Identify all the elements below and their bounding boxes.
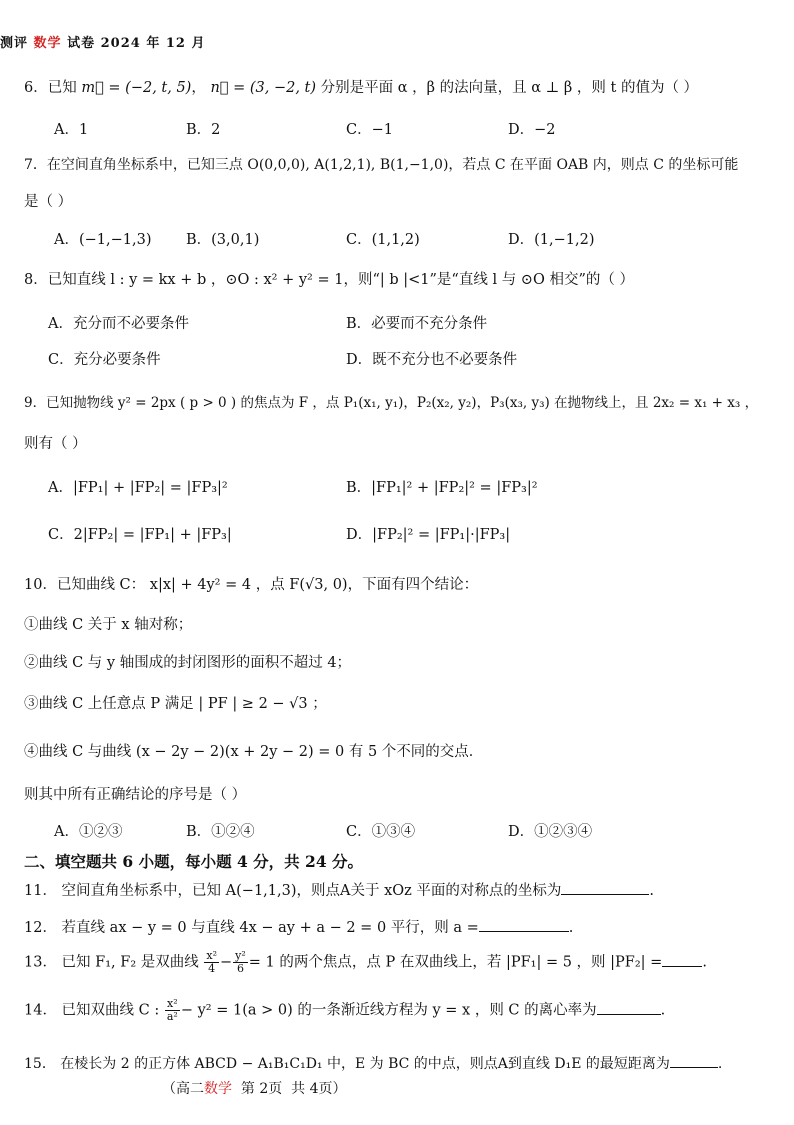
- header-subject: 数学: [33, 36, 62, 51]
- q6-separator: ，: [191, 80, 206, 96]
- q10-statement-2: ②曲线 C 与 y 轴围成的封闭图形的面积不超过 4；: [24, 655, 352, 671]
- q15-text: 15． 在棱长为 2 的正方体 ABCD − A₁B₁C₁D₁ 中，E 为 BC 的中点，则点A到直线 D₁E 的最短距离为: [24, 1056, 670, 1072]
- section-2-heading: 二、填空题共 6 小题，每小题 4 分，共 24 分。: [24, 852, 364, 871]
- header-suffix: 试卷: [67, 36, 96, 51]
- q10-ask: 则其中所有正确结论的序号是（ ）: [24, 787, 247, 803]
- q9-option-b: B．|FP₁|² + |FP₂|² = |FP₃|²: [346, 480, 538, 496]
- q7-option-c: C．(1,1,2): [346, 232, 420, 248]
- q9-option-c: C．2|FP₂| = |FP₁| + |FP₃|: [48, 527, 232, 543]
- q9-option-d: D．|FP₂|² = |FP₁|·|FP₃|: [346, 527, 511, 543]
- q15-answer-blank[interactable]: [670, 1053, 718, 1068]
- q10-option-d: D．①②③④: [508, 824, 593, 840]
- q8-option-d: D．既不充分也不必要条件: [346, 352, 518, 368]
- q10-option-c: C．①③④: [346, 824, 416, 840]
- q13-end: .: [702, 954, 707, 971]
- q14-answer-blank[interactable]: [597, 1000, 661, 1015]
- question-13: [24, 950, 707, 975]
- q10-statement-1: ①曲线 C 关于 x 轴对称；: [24, 617, 193, 633]
- q6-option-c: C．−1: [346, 122, 393, 138]
- page-footer: [0, 1078, 794, 1098]
- q12-answer-blank[interactable]: [479, 917, 569, 932]
- q6-number: 6．: [24, 80, 48, 96]
- q11-text: 11． 空间直角坐标系中，已知 A(−1,1,3)，则点A关于 xOz 平面的对称点的坐标为: [24, 883, 562, 899]
- q13-den1: 4: [208, 962, 216, 975]
- q13-den2: 6: [236, 962, 244, 975]
- question-7-line1: 7．在空间直角坐标系中，已知三点 O(0,0,0), A(1,2,1), B(1,−1,0)，若点 C 在平面 OAB 内，则点 C 的坐标可能: [24, 157, 739, 173]
- q13-post: = 1 的两个焦点，点 P 在双曲线上，若 |PF₁| = 5 ，则 |PF₂| =: [248, 954, 663, 971]
- q10-statement-4: ④曲线 C 与曲线 (x − 2y − 2)(x + 2y − 2) = 0 有 5 个不同的交点．: [24, 744, 484, 760]
- question-14: [24, 998, 665, 1023]
- q10-option-b: B．①②④: [186, 824, 255, 840]
- header-prefix: 测评: [0, 36, 29, 51]
- page-header: [0, 32, 206, 51]
- question-9-line2: 则有（ ）: [24, 436, 87, 452]
- q12-text: 12． 若直线 ax − y = 0 与直线 4x − ay + a − 2 = 0 平行，则 a =: [24, 920, 479, 936]
- q7-option-b: B．(3,0,1): [186, 232, 260, 248]
- q13-num2: y²: [235, 949, 246, 962]
- q15-end: .: [717, 1056, 723, 1072]
- question-7-line2: 是（ ）: [24, 194, 73, 210]
- question-15: [24, 1053, 722, 1073]
- q11-end: .: [649, 883, 654, 899]
- header-date: 2024 年 12 月: [100, 36, 206, 51]
- q14-den: a²: [166, 1010, 178, 1023]
- question-12: [24, 916, 573, 937]
- q10-option-a: A．①②③: [54, 824, 123, 840]
- q8-option-b: B．必要而不充分条件: [346, 316, 488, 332]
- footer-page: 第 2页: [240, 1081, 283, 1097]
- q6-text-b: 分别是平面 α ，β 的法向量，且 α ⊥ β ，则 t 的值为（ ）: [320, 80, 699, 96]
- question-6: [24, 76, 698, 97]
- q13-minus: −: [219, 954, 233, 971]
- q13-num1: x²: [206, 949, 217, 962]
- q7-option-d: D．(1,−1,2): [508, 232, 595, 248]
- q10-statement-3: ③曲线 C 上任意点 P 满足 | PF | ≥ 2 − √3 ；: [24, 696, 327, 712]
- question-11: [24, 879, 654, 900]
- q14-fraction: [165, 998, 180, 1023]
- q6-m-vector: m⃗ = (−2, t, 5): [81, 80, 192, 96]
- q14-end: .: [660, 1002, 666, 1019]
- q14-post: − y² = 1(a > 0) 的一条渐近线方程为 y = x ，则 C 的离心率为: [180, 1002, 597, 1019]
- footer-total: 共 4页）: [291, 1081, 347, 1097]
- q13-pre: 13． 已知 F₁, F₂ 是双曲线: [24, 954, 199, 971]
- q14-num: x²: [165, 998, 180, 1011]
- question-10-stem: 10．已知曲线 C： x|x| + 4y² = 4 ，点 F(√3, 0)，下面有四个结论：: [24, 577, 479, 593]
- q12-end: .: [568, 920, 574, 936]
- q13-fraction-1: [204, 950, 219, 975]
- q6-option-d: D．−2: [508, 122, 556, 138]
- q6-n-vector: n⃗ = (3, −2, t): [210, 80, 317, 96]
- question-9-line1: 9．已知抛物线 y² = 2px ( p > 0 ) 的焦点为 F ，点 P₁(x₁, y₁)，P₂(x₂, y₂)，P₃(x₃, y₃) 在抛物线上，且 2x₂ = x₁ + x₃ ，: [24, 395, 759, 411]
- q6-text-a: 已知: [47, 80, 77, 96]
- q6-option-b: B．2: [186, 122, 221, 138]
- q7-option-a: A．(−1,−1,3): [54, 232, 152, 248]
- q13-answer-blank[interactable]: [662, 952, 702, 967]
- q8-option-a: A．充分而不必要条件: [48, 316, 189, 332]
- q9-option-a: A．|FP₁| + |FP₂| = |FP₃|²: [48, 480, 228, 496]
- footer-open: （高二: [162, 1081, 204, 1097]
- q11-answer-blank[interactable]: [561, 880, 649, 895]
- q8-option-c: C．充分必要条件: [48, 352, 161, 368]
- q6-option-a: A．1: [54, 122, 89, 138]
- q14-pre: 14． 已知双曲线 C :: [24, 1002, 160, 1019]
- q13-fraction-2: [233, 950, 248, 975]
- footer-subject: 数学: [204, 1081, 232, 1097]
- question-8: 8．已知直线 l : y = kx + b ，⊙O : x² + y² = 1，则“| b |<1”是“直线 l 与 ⊙O 相交”的（ ）: [24, 272, 634, 288]
